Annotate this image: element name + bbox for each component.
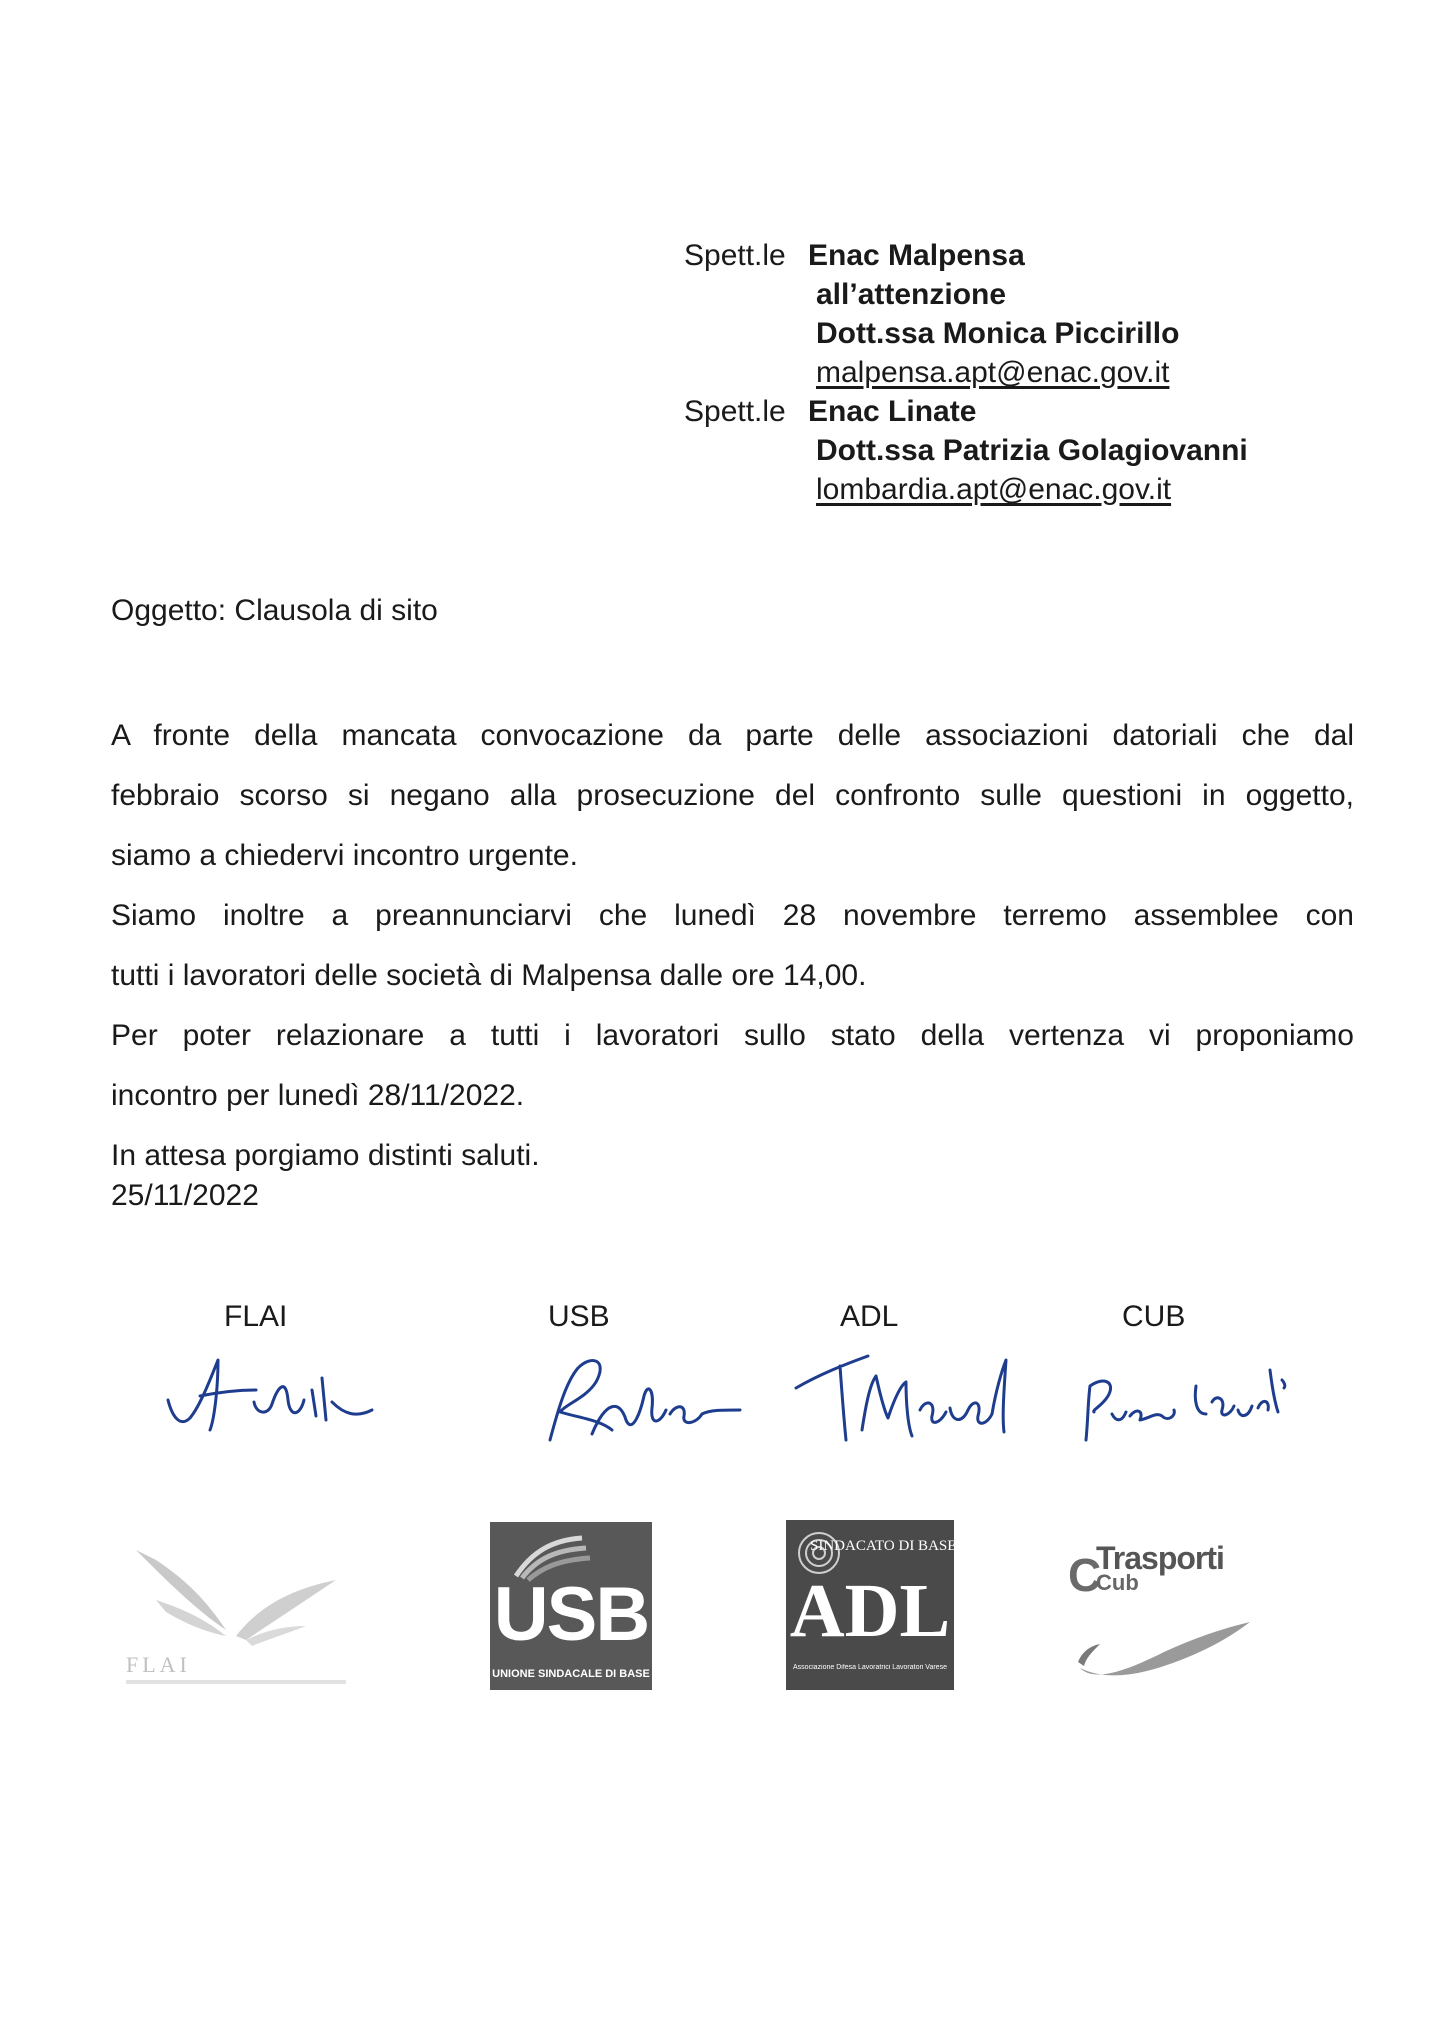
body-p2-line2: tutti i lavoratori delle società di Malpensa dalle ore 14,00. <box>111 959 867 992</box>
cub-trasporti-logo <box>1068 1540 1258 1690</box>
recipient-1-prefix: Spett.le <box>684 239 786 272</box>
cub-swoosh-icon <box>1074 1612 1254 1682</box>
body-p3-line1: Per poter relazionare a tutti i lavoratori sullo stato della vertenza vi proponiamo <box>111 1019 1354 1052</box>
body-p1-line1: A fronte della mancata convocazione da parte delle associazioni datoriali che dal <box>111 719 1354 752</box>
signature-adl <box>790 1330 1020 1450</box>
recipient-2-name: Enac Linate <box>808 395 977 428</box>
body-p3-line2: incontro per lunedì 28/11/2022. <box>111 1079 525 1112</box>
adl-logo <box>786 1520 957 1690</box>
usb-logo <box>490 1522 652 1690</box>
recipient-1-attention: all’attenzione <box>816 278 1007 311</box>
recipient-1-name: Enac Malpensa <box>808 239 1025 272</box>
signatory-label-flai: FLAI <box>224 1300 288 1333</box>
usb-logo-text: USB <box>493 1572 649 1657</box>
cub-logo-trasporti: Trasporti <box>1096 1540 1224 1576</box>
signatory-label-cub: CUB <box>1122 1300 1186 1333</box>
recipient-1-person: Dott.ssa Monica Piccirillo <box>816 317 1180 350</box>
recipients-block <box>684 236 1248 509</box>
recipient-2-line <box>684 392 1248 431</box>
signature-cub <box>1070 1330 1300 1450</box>
adl-logo-caption: Associazione Difesa Lavoratrici Lavoratori Varese <box>793 1664 947 1671</box>
flai-logo-text: FLAI <box>126 1652 191 1677</box>
signature-flai <box>160 1330 390 1450</box>
subject-line: Oggetto: Clausola di sito <box>111 594 438 627</box>
recipient-2-prefix: Spett.le <box>684 395 786 428</box>
adl-logo-top: SINDACATO DI BASE <box>810 1538 957 1554</box>
usb-logo-caption: UNIONE SINDACALE DI BASE <box>492 1668 650 1680</box>
signatory-label-adl: ADL <box>840 1300 899 1333</box>
signatory-label-usb: USB <box>548 1300 610 1333</box>
body-p1-line3: siamo a chiedervi incontro urgente. <box>111 839 578 872</box>
body-p1-line2: febbraio scorso si negano alla prosecuzione del confronto sulle questioni in oggetto, <box>111 779 1354 812</box>
letter-body <box>111 706 1354 1186</box>
recipient-2-person: Dott.ssa Patrizia Golagiovanni <box>816 434 1248 467</box>
adl-logo-text: ADL <box>789 1569 951 1653</box>
letter-date: 25/11/2022 <box>111 1179 259 1212</box>
recipient-1-line <box>684 236 1248 275</box>
body-p2-line1: Siamo inoltre a preannunciarvi che lunedì 28 novembre terremo assemblee con <box>111 899 1354 932</box>
cub-logo-cub: Cub <box>1096 1570 1139 1595</box>
body-p4: In attesa porgiamo distinti saluti. <box>111 1139 540 1172</box>
signature-usb <box>520 1330 750 1450</box>
flai-logo <box>126 1540 346 1690</box>
recipient-1-email-link[interactable]: malpensa.apt@enac.gov.it <box>816 356 1170 389</box>
cub-logo-c: C <box>1068 1549 1102 1601</box>
recipient-2-email-link[interactable]: lombardia.apt@enac.gov.it <box>816 473 1172 506</box>
